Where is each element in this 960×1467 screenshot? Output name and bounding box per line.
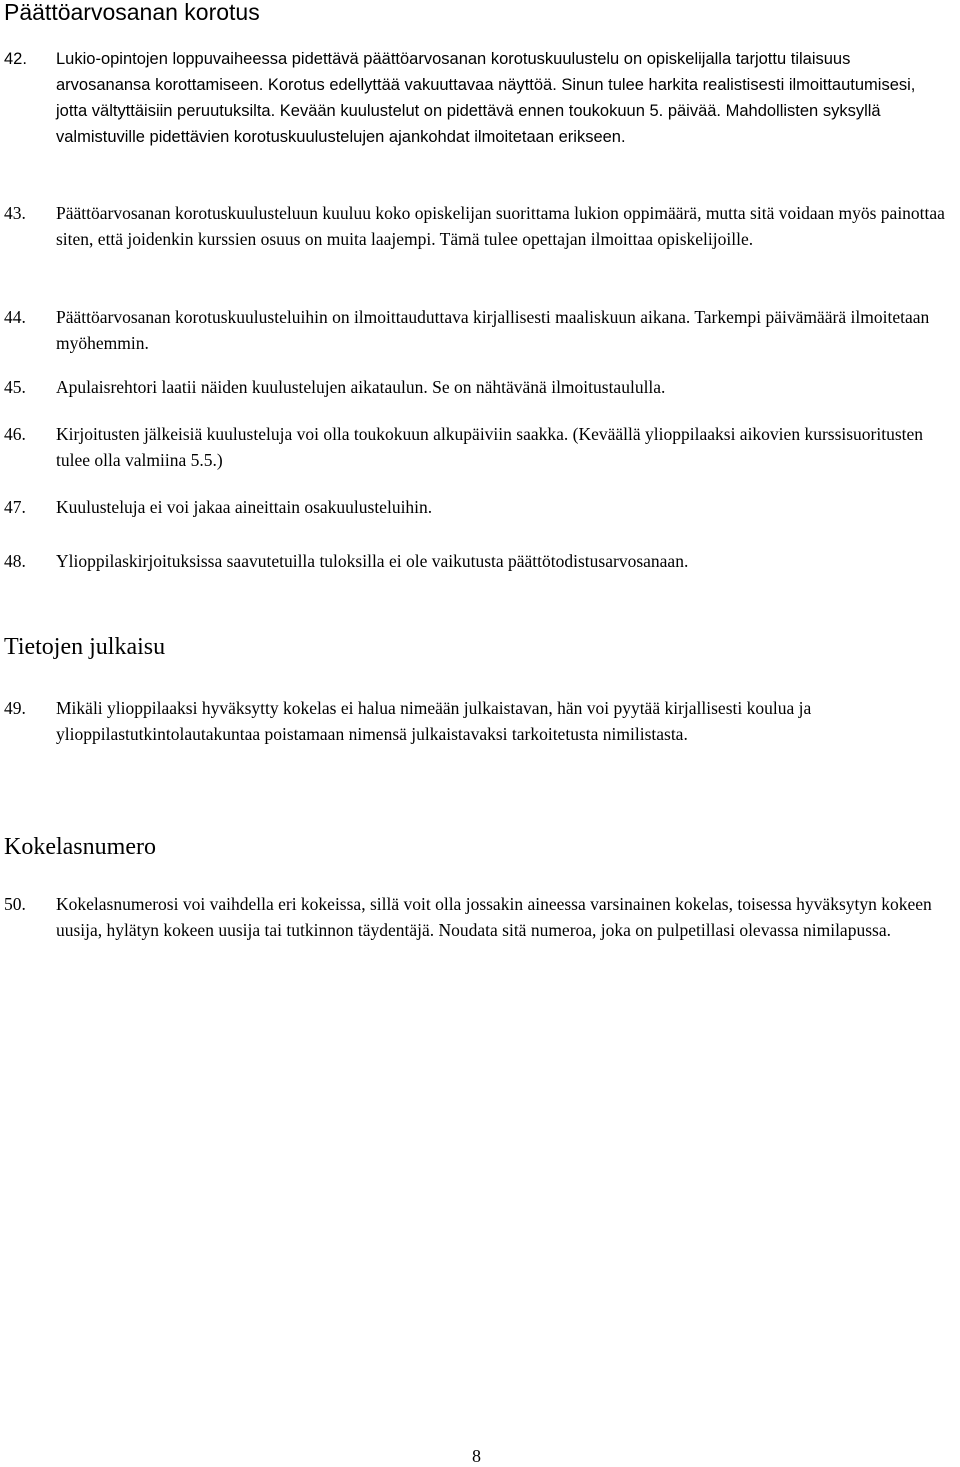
item-number: 45. [4, 377, 26, 397]
section-heading-kokelasnumero: Kokelasnumero [4, 834, 156, 860]
item-text: Mikäli ylioppilaaksi hyväksytty kokelas ei halua nimeään julkaistavan, hän voi pyytää kirjallisesti koulua ja ylioppilastutkintolautakuntaa poistamaan nimensä julkaistavaksi tarkoitetusta nimilistasta. [56, 698, 812, 744]
list-item [4, 494, 949, 520]
list-item [4, 46, 949, 150]
section-heading-julkaisu: Tietojen julkaisu [4, 634, 166, 660]
list-item [4, 200, 949, 252]
item-text: Päättöarvosanan korotuskuulusteluihin on ilmoittauduttava kirjallisesti maaliskuun aikana. Tarkempi päivämäärä ilmoitetaan myöhemmin. [56, 307, 930, 353]
item-text: Apulaisrehtori laatii näiden kuulustelujen aikataulun. Se on nähtävänä ilmoitustaululla. [56, 377, 666, 397]
item-number: 47. [4, 497, 26, 517]
item-text: Lukio-opintojen loppuvaiheessa pidettävä päättöarvosanan korotuskuulustelu on opiskelijalla tarjottu tilaisuus arvosanansa korottamiseen. Korotus edellyttää vakuuttavaa näyttöä. Sinun tulee harkita realistisesti ilmoittautumisesi, jotta vältyttäisiin peruutuksilta. Kevään kuulustelut on pidettävä ennen toukokuun 5. päivää. Mahdollisten syksyllä valmistuville pidettävien korotuskuulustelujen ajankohdat ilmoitetaan erikseen. [56, 50, 916, 146]
item-number: 42. [4, 50, 27, 68]
item-number: 43. [4, 203, 26, 223]
list-item [4, 304, 949, 356]
item-number: 44. [4, 307, 26, 327]
item-number: 50. [4, 894, 26, 914]
list-item [4, 891, 949, 943]
list-item [4, 374, 949, 400]
list-item [4, 421, 949, 473]
item-text: Kokelasnumerosi voi vaihdella eri kokeissa, sillä voit olla jossakin aineessa varsinainen kokelas, toisessa hyväksytyn kokeen uusija, hylätyn kokeen uusija tai tutkinnon täydentäjä. Noudata sitä numeroa, joka on pulpetillasi olevassa nimilapussa. [56, 894, 932, 940]
page-number: 8 [472, 1446, 481, 1466]
item-text: Päättöarvosanan korotuskuulusteluun kuuluu koko opiskelijan suorittama lukion oppimäärä, mutta sitä voidaan myös painottaa siten, että joidenkin kurssien osuus on muita laajempi. Tämä tulee opettajan ilmoittaa opiskelijoille. [56, 203, 945, 249]
item-number: 49. [4, 698, 26, 718]
item-number: 48. [4, 551, 26, 571]
item-text: Kuulusteluja ei voi jakaa aineittain osakuulusteluihin. [56, 497, 433, 517]
item-number: 46. [4, 424, 26, 444]
item-text: Ylioppilaskirjoituksissa saavutetuilla tuloksilla ei ole vaikutusta päättötodistusarvosanaan. [56, 551, 689, 571]
section-heading-korotus: Päättöarvosanan korotus [4, 0, 260, 25]
list-item [4, 695, 949, 747]
list-item [4, 548, 949, 574]
item-text: Kirjoitusten jälkeisiä kuulusteluja voi olla toukokuun alkupäiviin saakka. (Keväällä ylioppilaaksi aikovien kurssisuoritusten tulee olla valmiina 5.5.) [56, 424, 924, 470]
